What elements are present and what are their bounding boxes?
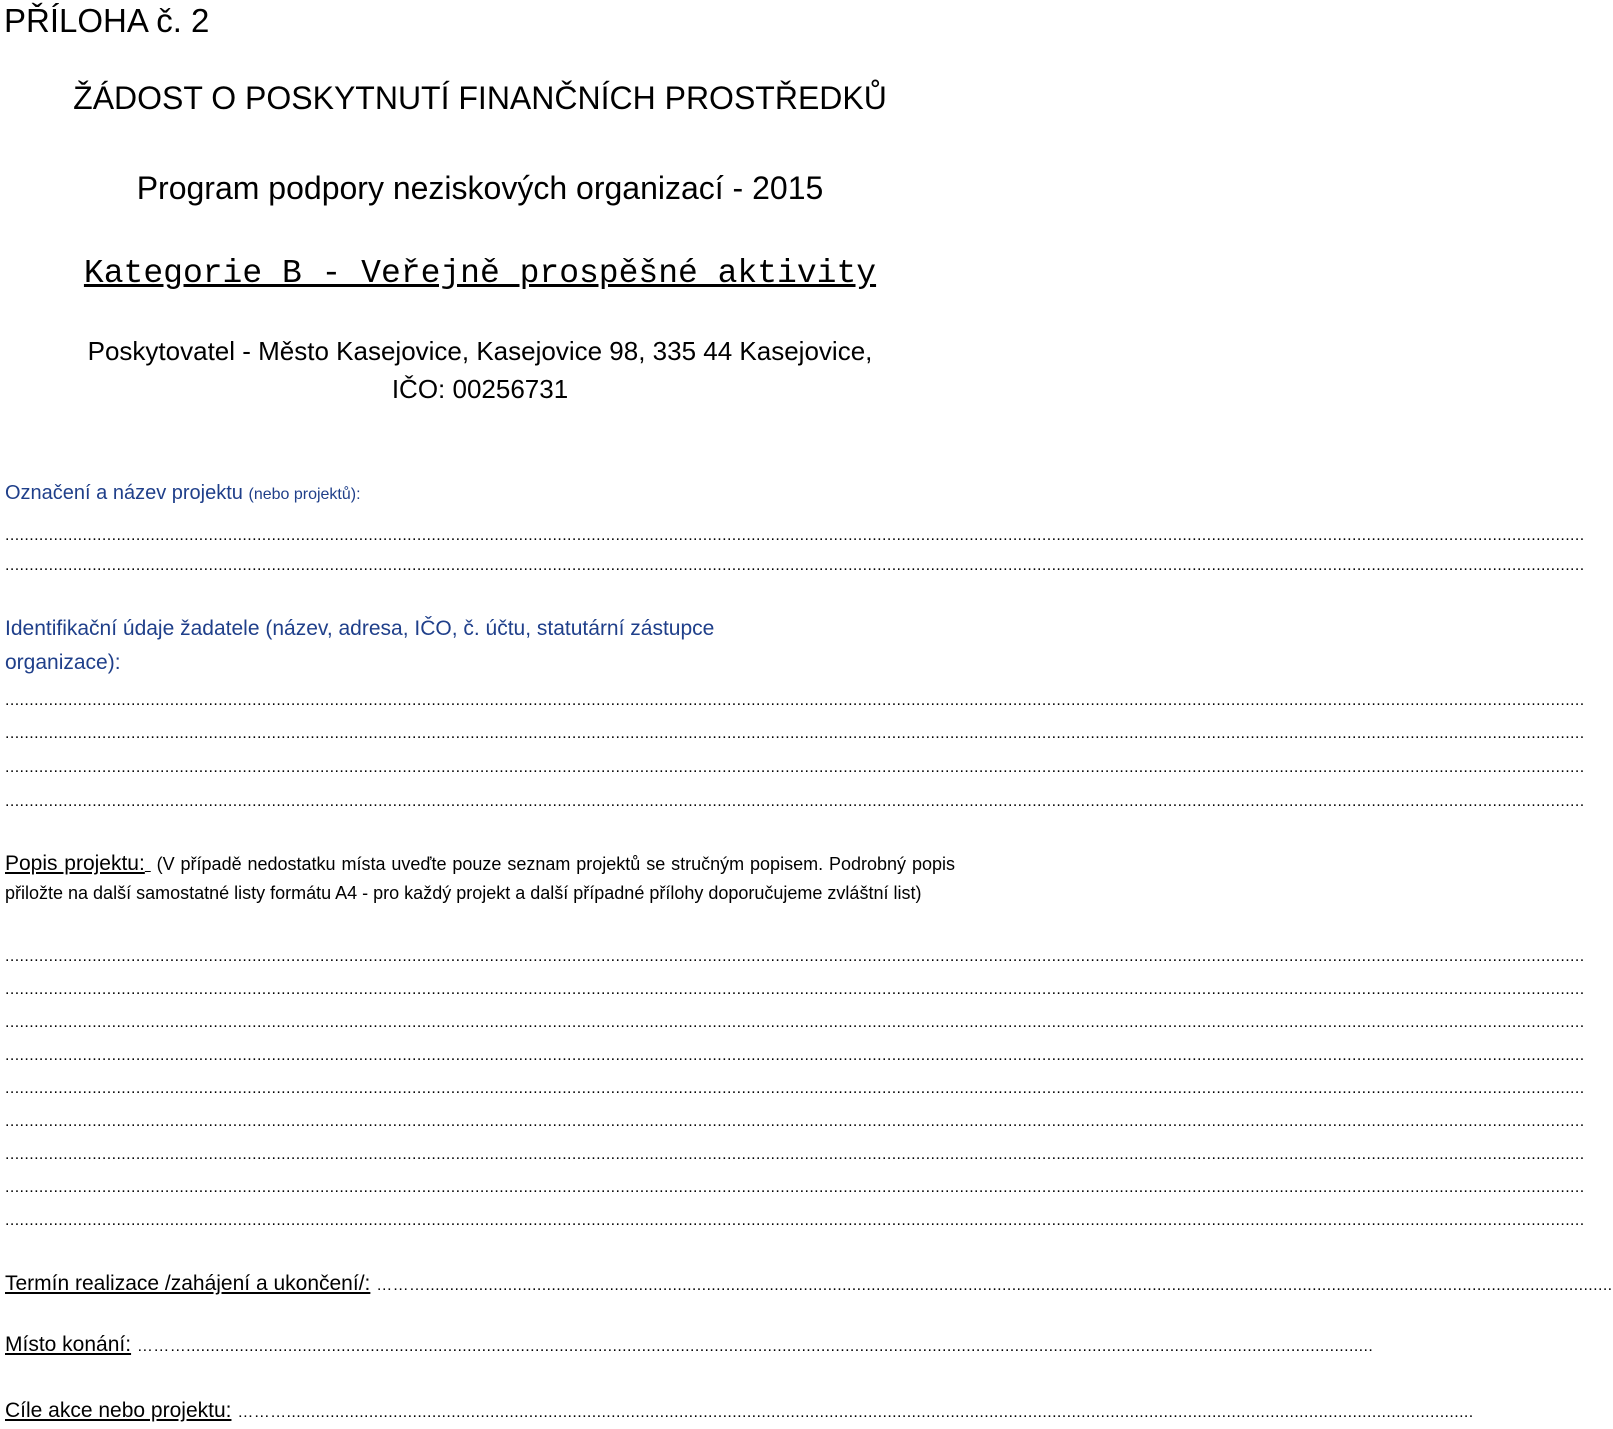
- goal-field[interactable]: ……….....................................................................................................................................................................................................................................................: [237, 1404, 1474, 1421]
- place-row: [5, 1333, 1374, 1363]
- program-title: Program podpory neziskových organizací - 2015: [136, 170, 824, 206]
- project-name-label: [5, 482, 361, 505]
- description-field-4[interactable]: ......................................................................................................................................................................................................................................................................................................................................: [5, 1047, 1585, 1064]
- description-field-1[interactable]: ......................................................................................................................................................................................................................................................................................................................................: [5, 948, 1585, 965]
- goal-label: Cíle akce nebo projektu:: [5, 1399, 232, 1422]
- description-label: Popis projektu:: [5, 852, 145, 875]
- applicant-label-line-2: organizace):: [5, 651, 121, 674]
- provider-line-1: Poskytovatel - Město Kasejovice, Kasejovice 98, 335 44 Kasejovice,: [87, 336, 873, 366]
- project-name-field-2[interactable]: ......................................................................................................................................................................................................................................................................................................................................: [5, 557, 1585, 574]
- appendix-label: PŘÍLOHA č. 2: [4, 2, 210, 39]
- project-name-field-1[interactable]: ......................................................................................................................................................................................................................................................................................................................................: [5, 527, 1585, 544]
- description-field-8[interactable]: ......................................................................................................................................................................................................................................................................................................................................: [5, 1179, 1585, 1196]
- term-field[interactable]: ……….....................................................................................................................................................................................................................................................: [376, 1277, 1613, 1294]
- project-name-label-note: (nebo projektů):: [248, 486, 361, 503]
- project-name-label-text: Označení a název projektu: [5, 482, 243, 504]
- term-row: [5, 1272, 1613, 1302]
- description-field-3[interactable]: ......................................................................................................................................................................................................................................................................................................................................: [5, 1014, 1585, 1031]
- applicant-field-4[interactable]: ......................................................................................................................................................................................................................................................................................................................................: [5, 793, 1585, 810]
- provider-line-2: IČO: 00256731: [391, 374, 569, 404]
- description-field-6[interactable]: ......................................................................................................................................................................................................................................................................................................................................: [5, 1113, 1585, 1130]
- place-label: Místo konání:: [5, 1333, 132, 1356]
- description-field-9[interactable]: ......................................................................................................................................................................................................................................................................................................................................: [5, 1212, 1585, 1229]
- category-title: Kategorie B - Veřejně prospěšné aktivity: [83, 255, 877, 292]
- place-field[interactable]: ……….....................................................................................................................................................................................................................................................: [136, 1338, 1374, 1355]
- applicant-field-2[interactable]: ......................................................................................................................................................................................................................................................................................................................................: [5, 725, 1585, 742]
- goal-row: [5, 1399, 1474, 1429]
- applicant-label-line-1: Identifikační údaje žadatele (název, adresa, IČO, č. účtu, statutární zástupce: [5, 617, 715, 640]
- description-paragraph: [5, 849, 955, 908]
- description-field-2[interactable]: ......................................................................................................................................................................................................................................................................................................................................: [5, 981, 1585, 998]
- description-note: (V případě nedostatku místa uveďte pouze seznam projektů se stručným popisem. Podrobný popis přiložte na další samostatné listy formátu A4 - pro každý projekt a další případné přílohy doporučujeme zvláštní list): [5, 854, 955, 903]
- document-title: ŽÁDOST O POSKYTNUTÍ FINANČNÍCH PROSTŘEDKŮ: [73, 80, 887, 116]
- description-field-7[interactable]: ......................................................................................................................................................................................................................................................................................................................................: [5, 1146, 1585, 1163]
- description-field-5[interactable]: ......................................................................................................................................................................................................................................................................................................................................: [5, 1080, 1585, 1097]
- applicant-field-3[interactable]: ......................................................................................................................................................................................................................................................................................................................................: [5, 759, 1585, 776]
- term-label: Termín realizace /zahájení a ukončení/:: [5, 1272, 371, 1295]
- applicant-field-1[interactable]: ......................................................................................................................................................................................................................................................................................................................................: [5, 692, 1585, 709]
